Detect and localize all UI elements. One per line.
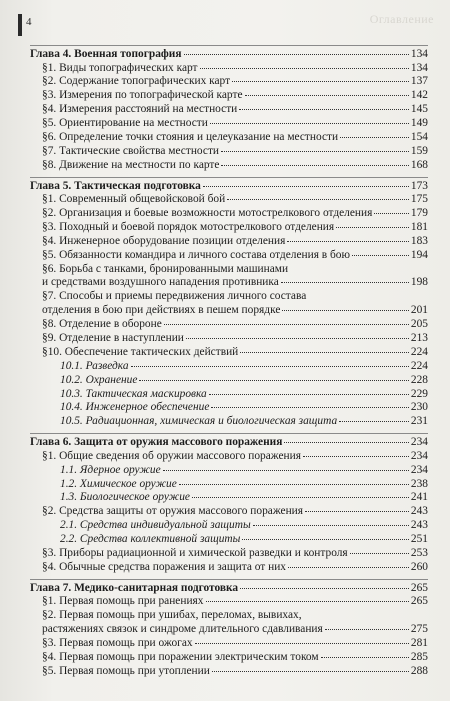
dot-leader — [287, 241, 409, 242]
toc-page-number: 173 — [410, 179, 428, 192]
toc-section[interactable] — [30, 75, 428, 89]
toc-section[interactable] — [30, 609, 428, 623]
dot-leader — [242, 539, 409, 540]
toc-page-number: 198 — [410, 276, 428, 289]
dot-leader — [282, 310, 409, 311]
toc-entry-title: §4. Измерения расстояний на местности — [42, 103, 238, 116]
toc-page-number: 205 — [410, 318, 428, 331]
toc-entry-title: §3. Приборы радиационной и химической разведки и контроля — [42, 547, 348, 559]
dot-leader — [210, 123, 409, 124]
toc-section[interactable] — [30, 637, 428, 651]
toc-entry-title: растяжениях связок и синдроме длительного сдавливания — [42, 623, 323, 636]
toc-entry-title: §2. Организация и боевые возможности мотострелкового отделения — [42, 207, 373, 220]
toc-entry-title: §1. Общие сведения об оружии массового поражения — [42, 449, 301, 462]
chapter-heading[interactable] — [30, 581, 428, 596]
dot-leader — [227, 199, 409, 200]
toc-page-number: 275 — [410, 623, 428, 636]
toc-entry-title: §2. Содержание топографических карт — [42, 75, 231, 88]
chapter-heading[interactable] — [30, 435, 428, 450]
dot-leader — [164, 324, 409, 325]
toc-subsection[interactable] — [30, 491, 428, 505]
toc-subsection[interactable] — [30, 415, 428, 429]
toc-entry-title: и средствами воздушного нападения противника — [42, 276, 279, 289]
toc-page-number: 183 — [410, 234, 428, 247]
toc-section[interactable] — [30, 221, 428, 235]
chapter-section — [30, 433, 428, 575]
toc-entry-title: §5. Первая помощь при утоплении — [42, 664, 210, 677]
toc-entry-title: 2.2. Средства коллективной защиты — [60, 533, 241, 546]
toc-section[interactable] — [30, 450, 428, 464]
toc-section[interactable] — [30, 207, 428, 221]
toc-page-number: 265 — [410, 581, 428, 594]
dot-leader — [192, 497, 409, 498]
toc-entry-title: §2. Средства защиты от оружия массового поражения — [42, 505, 304, 518]
toc-page-number: 134 — [410, 61, 428, 74]
dot-leader — [321, 657, 409, 658]
dot-leader — [139, 380, 408, 381]
toc-page-number: 194 — [410, 248, 428, 261]
dot-leader — [336, 227, 409, 228]
dot-leader — [203, 186, 409, 187]
dot-leader — [240, 588, 409, 589]
dot-leader — [305, 511, 409, 512]
toc-page-number: 241 — [410, 491, 428, 504]
dot-leader — [339, 421, 409, 422]
dot-leader — [195, 643, 409, 644]
toc-subsection[interactable] — [30, 519, 428, 533]
dot-leader — [184, 54, 409, 55]
toc-subsection[interactable] — [30, 360, 428, 374]
toc-page-number: 243 — [410, 505, 428, 518]
toc-page-number: 181 — [410, 220, 428, 233]
toc-entry-title: 10.2. Охранение — [60, 373, 138, 386]
dot-leader — [221, 165, 408, 166]
toc-entry-title: §3. Первая помощь при ожогах — [42, 636, 193, 649]
toc-entry-title: §6. Борьба с танками, бронированными машинами — [42, 262, 289, 275]
toc-page-number: 154 — [410, 130, 428, 143]
toc-entry-title: §9. Отделение в наступлении — [42, 332, 184, 345]
toc-section[interactable] — [30, 62, 428, 76]
chapter-heading[interactable] — [30, 179, 428, 194]
faint-heading-watermark: Оглавление — [369, 12, 434, 26]
toc-section[interactable] — [30, 290, 428, 304]
toc-entry-title: §8. Движение на местности по карте — [42, 158, 220, 171]
chapter-section — [30, 45, 428, 173]
toc-section[interactable] — [30, 103, 428, 117]
toc-entry-title: §1. Современный общевойсковой бой — [42, 193, 226, 206]
toc-entry-title: 10.4. Инженерное обеспечение — [60, 401, 210, 414]
toc-subsection[interactable] — [30, 533, 428, 547]
dot-leader — [209, 394, 409, 395]
toc-entry-title: 1.1. Ядерное оружие — [60, 463, 161, 476]
dot-leader — [239, 109, 409, 110]
toc-page-number: 229 — [410, 387, 428, 400]
toc-entry-title: отделения в бою при действиях в пешем порядке — [42, 304, 281, 317]
dot-leader — [221, 151, 409, 152]
toc-page-number: 281 — [410, 636, 428, 649]
toc-page-number: 285 — [410, 650, 428, 663]
toc-page-number: 234 — [410, 463, 428, 476]
toc-section[interactable] — [30, 651, 428, 665]
toc-page-number: 260 — [410, 560, 428, 573]
toc-page-number: 224 — [410, 345, 428, 358]
toc-page-number: 224 — [410, 359, 428, 372]
toc-entry-title: §8. Отделение в обороне — [42, 318, 162, 331]
dot-leader — [245, 95, 409, 96]
toc-page-number: 230 — [410, 401, 428, 414]
toc-entry-title: §10. Обеспечение тактических действий — [42, 345, 239, 358]
toc-page-number: 253 — [410, 547, 428, 559]
toc-page-number: 228 — [410, 373, 428, 386]
toc-page-number: 234 — [410, 449, 428, 462]
toc-section[interactable] — [30, 249, 428, 263]
toc-entry-title: 10.5. Радиационная, химическая и биологическая защита — [60, 415, 338, 428]
toc-entry-title: §1. Виды топографических карт — [42, 61, 198, 74]
toc-section[interactable] — [30, 318, 428, 332]
toc-page-number: 243 — [410, 519, 428, 532]
toc-entry-title: 10.1. Разведка — [60, 359, 129, 372]
toc-subsection[interactable] — [30, 401, 428, 415]
toc-entry-title: §7. Способы и приемы передвижения личного состава — [42, 290, 307, 303]
toc-page-number: 142 — [410, 89, 428, 102]
dot-leader — [281, 282, 409, 283]
dot-leader — [303, 456, 409, 457]
toc-page-number: 168 — [410, 158, 428, 171]
toc-section[interactable] — [30, 89, 428, 103]
toc-entry-title: 2.1. Средства индивидуальной защиты — [60, 519, 251, 532]
toc-page-number: 251 — [410, 533, 428, 546]
toc-subsection[interactable] — [30, 388, 428, 402]
dot-leader — [206, 601, 409, 602]
toc-entry-title: §1. Первая помощь при ранениях — [42, 595, 204, 608]
toc-section[interactable] — [30, 304, 428, 318]
dot-leader — [253, 525, 409, 526]
toc-page-number: 145 — [410, 103, 428, 116]
toc-page-number: 265 — [410, 595, 428, 608]
toc-subsection[interactable] — [30, 374, 428, 388]
toc-entry-title: 10.3. Тактическая маскировка — [60, 387, 207, 400]
dot-leader — [352, 255, 409, 256]
dot-leader — [240, 352, 409, 353]
toc-section[interactable] — [30, 346, 428, 360]
toc-entry-title: 1.3. Биологическое оружие — [60, 491, 190, 504]
dot-leader — [200, 68, 409, 69]
toc-page-number: 159 — [410, 144, 428, 157]
toc-section[interactable] — [30, 595, 428, 609]
toc-subsection[interactable] — [30, 478, 428, 492]
toc-entry-title: §5. Ориентирование на местности — [42, 117, 208, 130]
toc-entry-title: §4. Первая помощь при поражении электрическим током — [42, 650, 319, 663]
toc-page-number: 238 — [410, 477, 428, 490]
toc-page-number: 213 — [410, 332, 428, 345]
toc-entry-title: 1.2. Химическое оружие — [60, 477, 177, 490]
dot-leader — [340, 137, 409, 138]
toc-entry-title: §6. Определение точки стояния и целеуказание на местности — [42, 130, 339, 143]
page-number: 4 — [26, 16, 32, 28]
toc-section[interactable] — [30, 263, 428, 277]
dot-leader — [374, 213, 409, 214]
toc-section[interactable] — [30, 145, 428, 159]
dot-leader — [211, 407, 409, 408]
toc-section[interactable] — [30, 235, 428, 249]
toc-entry-title: Глава 6. Защита от оружия массового поражения — [30, 436, 283, 449]
toc-subsection[interactable] — [30, 464, 428, 478]
toc-section[interactable] — [30, 131, 428, 145]
toc-entry-title: Глава 5. Тактическая подготовка — [30, 179, 201, 192]
toc-section[interactable] — [30, 623, 428, 637]
toc-entry-title: §5. Обязанности командира и личного состава отделения в бою — [42, 248, 351, 261]
toc-page-number: 134 — [410, 48, 428, 60]
dot-leader — [284, 442, 409, 443]
dot-leader — [212, 671, 409, 672]
toc-entry-title: §3. Походный и боевой порядок мотострелкового отделения — [42, 220, 335, 233]
toc-entry-title: §4. Обычные средства поражения и защита от них — [42, 560, 286, 573]
toc-section[interactable] — [30, 665, 428, 679]
toc-section[interactable] — [30, 547, 428, 561]
toc-page-number: 234 — [410, 436, 428, 449]
chapter-section — [30, 579, 428, 679]
dot-leader — [350, 553, 409, 554]
toc-section[interactable] — [30, 561, 428, 575]
toc-section[interactable] — [30, 505, 428, 519]
page-corner-bar — [18, 14, 22, 36]
toc-page-number: 288 — [410, 664, 428, 677]
toc-section[interactable] — [30, 117, 428, 131]
dot-leader — [163, 470, 409, 471]
dot-leader — [325, 629, 409, 630]
table-of-contents — [30, 45, 428, 679]
toc-section[interactable] — [30, 193, 428, 207]
toc-entry-title: Глава 4. Военная топография — [30, 48, 182, 60]
toc-section[interactable] — [30, 332, 428, 346]
dot-leader — [131, 366, 409, 367]
dot-leader — [179, 484, 409, 485]
toc-page-number: 231 — [410, 415, 428, 428]
dot-leader — [186, 338, 409, 339]
toc-entry-title: Глава 7. Медико-санитарная подготовка — [30, 581, 239, 594]
toc-entry-title: §3. Измерения по топографической карте — [42, 89, 243, 102]
toc-page-number: 201 — [410, 304, 428, 317]
toc-page-number: 149 — [410, 117, 428, 130]
chapter-section — [30, 177, 428, 430]
toc-page-number: 175 — [410, 193, 428, 206]
toc-entry-title: §4. Инженерное оборудование позиции отделения — [42, 234, 286, 247]
toc-section[interactable] — [30, 159, 428, 173]
toc-entry-title: §7. Тактические свойства местности — [42, 144, 220, 157]
dot-leader — [232, 81, 409, 82]
dot-leader — [288, 567, 409, 568]
toc-page-number: 137 — [410, 75, 428, 88]
chapter-heading[interactable] — [30, 47, 428, 62]
toc-page-number: 179 — [410, 207, 428, 220]
toc-section[interactable] — [30, 276, 428, 290]
toc-entry-title: §2. Первая помощь при ушибах, переломах, вывихах, — [42, 609, 302, 622]
